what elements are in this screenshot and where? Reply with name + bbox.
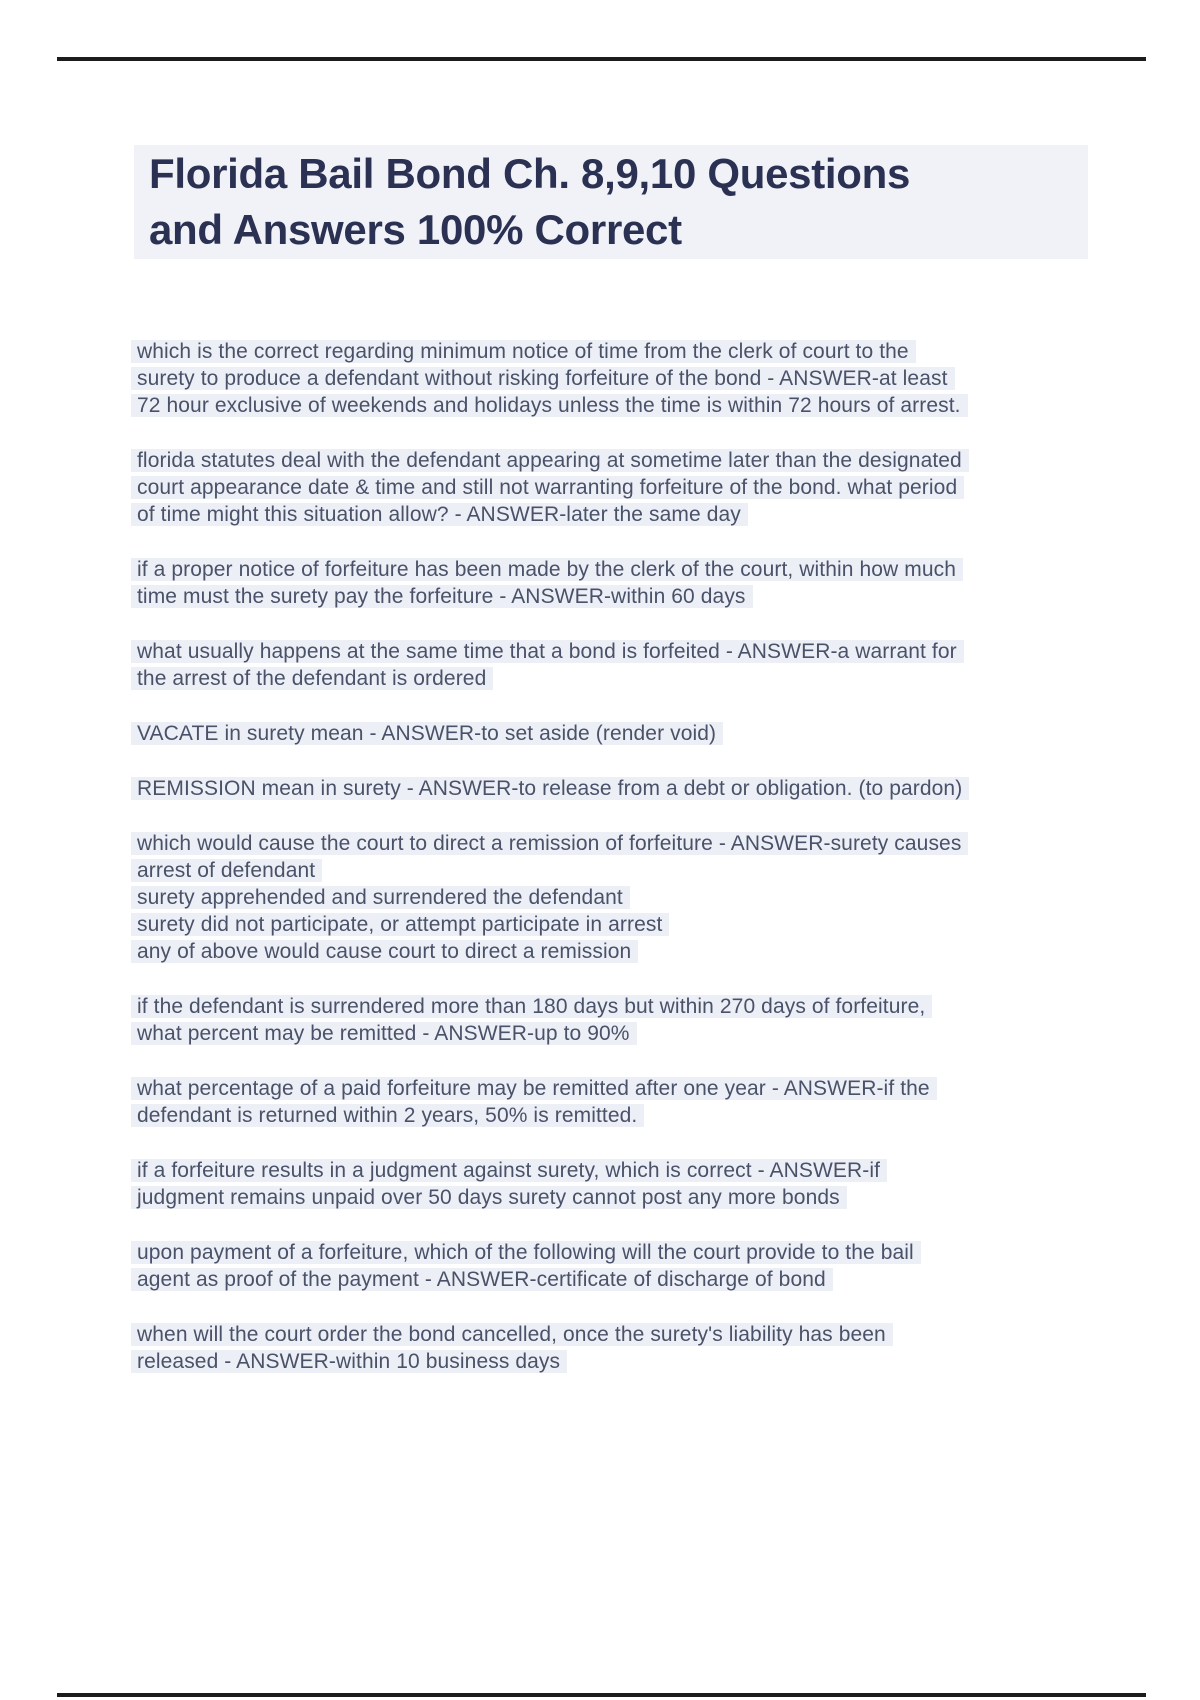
qa-line: defendant is returned within 2 years, 50% is remitted. (131, 1104, 644, 1127)
qa-line: if the defendant is surrendered more than 180 days but within 270 days of forfeiture, (131, 995, 932, 1018)
qa-line: which is the correct regarding minimum notice of time from the clerk of court to the (131, 340, 916, 363)
qa-line: arrest of defendant (131, 859, 322, 882)
qa-line: VACATE in surety mean - ANSWER-to set aside (render void) (131, 722, 723, 745)
qa-line: surety to produce a defendant without risking forfeiture of the bond - ANSWER-at least (131, 367, 955, 390)
qa-line: judgment remains unpaid over 50 days surety cannot post any more bonds (131, 1186, 847, 1209)
qa-item (131, 1239, 1171, 1293)
qa-line: agent as proof of the payment - ANSWER-certificate of discharge of bond (131, 1268, 833, 1291)
qa-line: florida statutes deal with the defendant appearing at sometime later than the designated (131, 449, 969, 472)
qa-item (131, 1321, 1171, 1375)
top-rule (57, 57, 1146, 61)
bottom-rule (57, 1693, 1146, 1697)
qa-item (131, 447, 1171, 528)
qa-line: any of above would cause court to direct a remission (131, 940, 638, 963)
qa-line: what percentage of a paid forfeiture may be remitted after one year - ANSWER-if the (131, 1077, 937, 1100)
qa-line: upon payment of a forfeiture, which of the following will the court provide to the bail (131, 1241, 921, 1264)
qa-line: 72 hour exclusive of weekends and holidays unless the time is within 72 hours of arrest. (131, 394, 968, 417)
qa-line: of time might this situation allow? - ANSWER-later the same day (131, 503, 748, 526)
qa-line: what percent may be remitted - ANSWER-up to 90% (131, 1022, 637, 1045)
qa-item (131, 638, 1171, 692)
qa-line: time must the surety pay the forfeiture - ANSWER-within 60 days (131, 585, 753, 608)
qa-line: when will the court order the bond cancelled, once the surety's liability has been (131, 1323, 893, 1346)
qa-line: surety apprehended and surrendered the defendant (131, 886, 630, 909)
title-line-2: and Answers 100% Correct (149, 206, 682, 253)
qa-line: if a forfeiture results in a judgment against surety, which is correct - ANSWER-if (131, 1159, 887, 1182)
document-title (134, 145, 1088, 259)
qa-item (131, 1075, 1171, 1129)
qa-item (131, 830, 1171, 965)
qa-line: what usually happens at the same time that a bond is forfeited - ANSWER-a warrant for (131, 640, 964, 663)
qa-item (131, 338, 1171, 419)
qa-line: which would cause the court to direct a remission of forfeiture - ANSWER-surety causes (131, 832, 968, 855)
qa-item (131, 720, 1171, 747)
qa-line: surety did not participate, or attempt participate in arrest (131, 913, 669, 936)
qa-item (131, 993, 1171, 1047)
qa-content (131, 338, 1171, 1403)
title-line-1: Florida Bail Bond Ch. 8,9,10 Questions (149, 150, 911, 197)
qa-line: released - ANSWER-within 10 business days (131, 1350, 567, 1373)
qa-item (131, 775, 1171, 802)
qa-line: if a proper notice of forfeiture has been made by the clerk of the court, within how much (131, 558, 963, 581)
qa-item (131, 556, 1171, 610)
qa-item (131, 1157, 1171, 1211)
qa-line: the arrest of the defendant is ordered (131, 667, 493, 690)
qa-line: court appearance date & time and still not warranting forfeiture of the bond. what period (131, 476, 964, 499)
qa-line: REMISSION mean in surety - ANSWER-to release from a debt or obligation. (to pardon) (131, 777, 969, 800)
